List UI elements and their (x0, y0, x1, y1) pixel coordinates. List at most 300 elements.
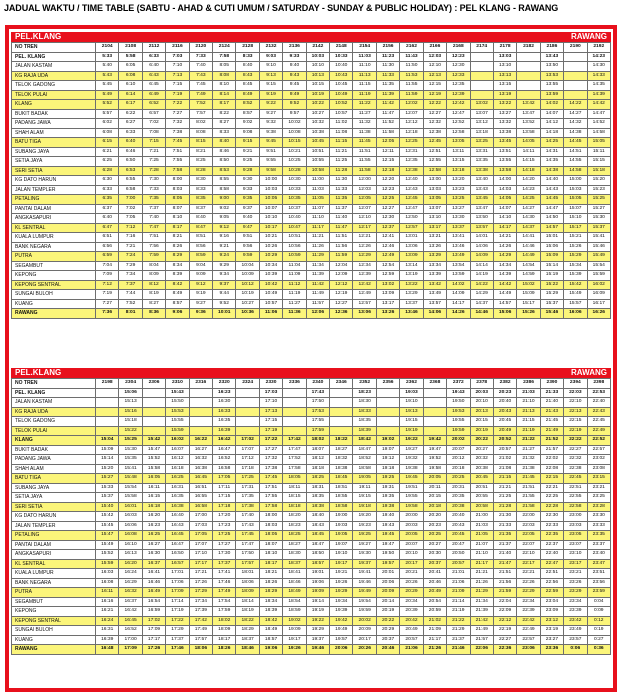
departure-time: 22:10 (517, 550, 540, 560)
train-number: 2192 (587, 43, 610, 53)
departure-time: 7:45 (166, 138, 189, 148)
table-row (12, 550, 611, 560)
departure-time: 15:50 (166, 398, 189, 408)
departure-time (470, 71, 493, 81)
departure-time: 14:26 (493, 242, 516, 252)
departure-time: 7:04 (96, 261, 119, 271)
departure-time: 10:30 (283, 176, 306, 186)
departure-time: 12:23 (447, 52, 470, 62)
departure-time: 6:40 (119, 138, 142, 148)
departure-time: 23:35 (587, 531, 610, 541)
departure-time: 17:12 (236, 455, 259, 465)
departure-time (376, 407, 399, 417)
table-row (12, 138, 611, 148)
departure-time: 9:35 (236, 195, 259, 205)
departure-time: 13:30 (447, 214, 470, 224)
departure-time: 22:35 (540, 531, 563, 541)
departure-time (283, 407, 306, 417)
departure-time (283, 398, 306, 408)
departure-time: 19:05 (353, 474, 376, 484)
departure-time: 9:04 (189, 261, 212, 271)
departure-time: 17:55 (306, 417, 329, 427)
departure-time: 13:05 (447, 138, 470, 148)
departure-time: 9:19 (189, 290, 212, 300)
departure-time: 21:03 (470, 521, 493, 531)
departure-time: 22:56 (540, 578, 563, 588)
departure-time: 20:09 (376, 588, 399, 598)
departure-time: 11:47 (376, 109, 399, 119)
train-number: 2368 (423, 379, 446, 389)
departure-time: 8:55 (213, 176, 236, 186)
train-number: 2362 (400, 379, 423, 389)
departure-time: 22:49 (517, 626, 540, 636)
departure-time: 13:02 (376, 280, 399, 290)
departure-time: 14:21 (493, 233, 516, 243)
departure-time: 18:18 (306, 464, 329, 474)
departure-time: 12:15 (423, 81, 446, 91)
departure-time: 20:19 (470, 426, 493, 436)
departure-time: 12:22 (423, 100, 446, 110)
departure-time: 21:21 (470, 569, 493, 579)
departure-time: 17:09 (166, 588, 189, 598)
departure-time: 17:49 (189, 626, 212, 636)
departure-time: 8:57 (236, 109, 259, 119)
departure-time: 11:05 (306, 195, 329, 205)
station-name: PEL. KLANG (12, 52, 96, 62)
departure-time: 21:06 (447, 578, 470, 588)
departure-time: 6:56 (96, 242, 119, 252)
departure-time: 19:59 (353, 607, 376, 617)
departure-time: 19:50 (376, 550, 399, 560)
departure-time: 20:02 (447, 436, 470, 446)
departure-time: 18:09 (236, 588, 259, 598)
departure-time: 11:26 (306, 242, 329, 252)
departure-time: 21:37 (493, 540, 516, 550)
departure-time: 6:52 (142, 100, 165, 110)
departure-time: 8:00 (166, 176, 189, 186)
departure-time: 8:37 (189, 204, 212, 214)
departure-time: 16:38 (189, 464, 212, 474)
departure-time: 14:06 (470, 242, 493, 252)
departure-time: 7:51 (142, 233, 165, 243)
departure-time: 21:17 (423, 635, 446, 645)
departure-time: 21:40 (493, 550, 516, 560)
departure-time: 11:59 (400, 90, 423, 100)
departure-time: 20:21 (400, 569, 423, 579)
table-row (12, 521, 611, 531)
departure-time (517, 71, 540, 81)
departure-time: 8:49 (166, 290, 189, 300)
departure-time: 12:37 (376, 223, 399, 233)
departure-time: 14:43 (540, 185, 563, 195)
departure-time: 6:33 (96, 185, 119, 195)
departure-time: 17:27 (259, 445, 282, 455)
departure-time: 19:59 (447, 426, 470, 436)
departure-time: 10:52 (330, 100, 353, 110)
departure-time: 19:18 (376, 464, 399, 474)
departure-time: 14:09 (470, 252, 493, 262)
departure-time: 6:21 (96, 147, 119, 157)
departure-time: 10:03 (259, 185, 282, 195)
departure-time: 12:38 (400, 166, 423, 176)
departure-time: 22:51 (564, 483, 587, 493)
departure-time: 7:12 (119, 223, 142, 233)
departure-time: 8:36 (142, 309, 165, 319)
departure-time: 5:43 (96, 71, 119, 81)
departure-time: 10:21 (259, 233, 282, 243)
departure-time: 14:46 (470, 309, 493, 319)
departure-time: 13:19 (400, 271, 423, 281)
departure-time: 8:57 (166, 299, 189, 309)
departure-time: 23:09 (540, 607, 563, 617)
departure-time: 18:46 (283, 578, 306, 588)
station-name: KG RAJA UDA (12, 71, 96, 81)
departure-time: 23:37 (587, 540, 610, 550)
departure-time: 18:55 (330, 493, 353, 503)
departure-time (142, 426, 165, 436)
departure-time: 12:10 (353, 214, 376, 224)
departure-time (564, 62, 587, 72)
departure-time: 21:51 (517, 483, 540, 493)
departure-time: 7:34 (119, 271, 142, 281)
departure-time: 23:17 (564, 559, 587, 569)
table-row (12, 128, 611, 138)
departure-time: 12:39 (447, 90, 470, 100)
departure-time: 20:22 (376, 616, 399, 626)
departure-time: 13:23 (447, 185, 470, 195)
departure-time: 14:38 (540, 166, 563, 176)
train-number: 2320 (213, 379, 236, 389)
departure-time: 13:10 (493, 62, 516, 72)
station-name: KL SENTRAL (12, 223, 96, 233)
departure-time: 16:15 (142, 493, 165, 503)
departure-time: 18:25 (283, 531, 306, 541)
departure-time (423, 426, 446, 436)
departure-time: 19:25 (353, 531, 376, 541)
departure-time (189, 407, 212, 417)
departure-time (189, 417, 212, 427)
departure-time: 17:25 (213, 531, 236, 541)
departure-time: 6:14 (119, 90, 142, 100)
departure-time: 21:43 (540, 407, 563, 417)
station-name: ANGKASAPURI (12, 214, 96, 224)
departure-time: 20:19 (376, 607, 399, 617)
departure-time: 16:18 (166, 464, 189, 474)
departure-time: 15:20 (96, 464, 119, 474)
departure-time: 13:26 (376, 309, 399, 319)
departure-time: 21:57 (470, 635, 493, 645)
departure-time: 11:51 (330, 233, 353, 243)
departure-time: 13:55 (540, 81, 563, 91)
departure-time: 8:33 (189, 185, 212, 195)
station-name: ANGKASAPURI (12, 550, 96, 560)
departure-time: 17:18 (236, 464, 259, 474)
departure-time: 20:57 (447, 559, 470, 569)
departure-time: 14:15 (517, 157, 540, 167)
departure-time: 17:26 (189, 578, 212, 588)
departure-time: 16:38 (166, 502, 189, 512)
station-name: BANK NEGARA (12, 242, 96, 252)
departure-time: 6:59 (96, 252, 119, 262)
departure-time: 16:22 (189, 436, 212, 446)
departure-time: 12:35 (400, 157, 423, 167)
departure-time: 9:06 (166, 309, 189, 319)
departure-time: 7:24 (119, 252, 142, 262)
timetable-section-2 (11, 368, 611, 655)
departure-time: 10:49 (259, 290, 282, 300)
departure-time: 15:53 (166, 407, 189, 417)
departure-time: 14:58 (587, 128, 610, 138)
departure-time: 18:31 (306, 483, 329, 493)
departure-time: 9:32 (259, 119, 282, 129)
departure-time: 14:05 (493, 195, 516, 205)
departure-time (189, 426, 212, 436)
departure-time: 20:49 (400, 626, 423, 636)
departure-time: 21:57 (540, 445, 563, 455)
departure-time: 15:47 (142, 445, 165, 455)
departure-time: 20:18 (423, 502, 446, 512)
departure-time: 19:26 (283, 645, 306, 655)
departure-time: 14:39 (587, 90, 610, 100)
departure-time: 18:33 (353, 407, 376, 417)
departure-time: 14:20 (517, 176, 540, 186)
departure-time: 19:58 (400, 502, 423, 512)
station-name: SUNGAI BULOH (12, 626, 96, 636)
departure-time: 18:57 (306, 559, 329, 569)
departure-time: 14:51 (564, 147, 587, 157)
train-number: 2306 (142, 379, 165, 389)
departure-time: 8:51 (189, 233, 212, 243)
departure-time: 13:03 (423, 185, 446, 195)
station-name: JALAN KASTAM (12, 62, 96, 72)
origin-station: PEL.KLANG (15, 32, 62, 41)
departure-time: 7:32 (166, 119, 189, 129)
departure-time: 19:45 (376, 531, 399, 541)
departure-time: 16:24 (119, 569, 142, 579)
departure-time: 19:30 (353, 550, 376, 560)
departure-time: 13:49 (447, 252, 470, 262)
departure-time: 9:03 (259, 52, 282, 62)
departure-time: 9:24 (213, 252, 236, 262)
departure-time: 19:11 (353, 483, 376, 493)
departure-time: 23:08 (587, 464, 610, 474)
departure-time: 17:37 (213, 559, 236, 569)
departure-time: 18:30 (353, 398, 376, 408)
departure-time (236, 417, 259, 427)
departure-time: 12:32 (423, 119, 446, 129)
departure-time: 18:27 (330, 445, 353, 455)
departure-time: 23:47 (587, 559, 610, 569)
station-name: KUANG (12, 635, 96, 645)
departure-time: 8:19 (142, 290, 165, 300)
departure-time: 14:40 (540, 176, 563, 186)
departure-time: 12:09 (330, 271, 353, 281)
departure-time: 21:39 (470, 607, 493, 617)
departure-time: 21:27 (517, 445, 540, 455)
departure-time: 21:58 (517, 502, 540, 512)
departure-time: 19:26 (330, 578, 353, 588)
departure-time: 14:11 (517, 147, 540, 157)
departure-time: 17:10 (259, 398, 282, 408)
departure-time: 23:51 (587, 569, 610, 579)
departure-time: 6:25 (96, 157, 119, 167)
departure-time: 21:08 (493, 464, 516, 474)
departure-time (189, 398, 212, 408)
departure-time: 12:29 (353, 252, 376, 262)
train-number: 2154 (353, 43, 376, 53)
departure-time: 10:25 (283, 157, 306, 167)
departure-time: 10:51 (306, 147, 329, 157)
departure-time: 8:05 (166, 195, 189, 205)
departure-time: 17:26 (142, 645, 165, 655)
departure-time: 19:29 (330, 588, 353, 598)
departure-time: 20:00 (400, 512, 423, 522)
departure-time: 17:49 (213, 588, 236, 598)
departure-time: 7:44 (119, 290, 142, 300)
departure-time: 9:10 (259, 62, 282, 72)
departure-time: 21:09 (447, 588, 470, 598)
departure-time: 18:01 (236, 569, 259, 579)
departure-time: 20:05 (400, 531, 423, 541)
departure-time: 20:25 (423, 531, 446, 541)
departure-time: 10:15 (306, 81, 329, 91)
departure-time: 7:22 (166, 100, 189, 110)
departure-time: 16:30 (142, 550, 165, 560)
departure-time: 16:35 (213, 417, 236, 427)
departure-time: 22:29 (517, 588, 540, 598)
departure-time: 17:10 (189, 550, 212, 560)
departure-time: 19:40 (376, 512, 399, 522)
departure-time: 6:40 (96, 214, 119, 224)
departure-time: 22:51 (540, 569, 563, 579)
departure-time: 16:21 (96, 607, 119, 617)
departure-time: 23:03 (564, 521, 587, 531)
departure-time: 20:45 (493, 417, 516, 427)
train-number: 2108 (119, 43, 142, 53)
table-row (12, 195, 611, 205)
departure-time: 6:08 (96, 128, 119, 138)
departure-time: 15:23 (587, 185, 610, 195)
departure-time: 14:05 (517, 138, 540, 148)
departure-time: 0:09 (587, 607, 610, 617)
departure-time: 18:06 (189, 645, 212, 655)
departure-time: 7:29 (119, 261, 142, 271)
departure-time: 16:06 (564, 309, 587, 319)
table-row (12, 233, 611, 243)
departure-time: 8:29 (166, 252, 189, 262)
table-row (12, 388, 611, 398)
departure-time: 7:38 (166, 128, 189, 138)
departure-time: 14:17 (447, 299, 470, 309)
departure-time: 7:37 (119, 280, 142, 290)
departure-time: 20:17 (353, 635, 376, 645)
departure-time: 13:34 (423, 261, 446, 271)
departure-time: 16:05 (142, 474, 165, 484)
departure-time: 9:21 (236, 147, 259, 157)
train-number: 2168 (447, 43, 470, 53)
page-title: JADUAL WAKTU / TIME TABLE (SABTU - AHAD & CUTI UMUM / SATURDAY - SUNDAY & PUBLIC HOLIDAY) : PEL KLANG - RAWANG (4, 3, 559, 13)
departure-time: 16:02 (587, 280, 610, 290)
train-number: 2198 (96, 379, 119, 389)
departure-time (423, 407, 446, 417)
departure-time: 20:15 (470, 417, 493, 427)
departure-time: 20:32 (470, 455, 493, 465)
departure-time: 9:52 (213, 299, 236, 309)
departure-time: 21:32 (517, 455, 540, 465)
departure-time: 9:43 (283, 71, 306, 81)
departure-time: 12:13 (423, 71, 446, 81)
departure-time (564, 90, 587, 100)
departure-time: 10:33 (330, 52, 353, 62)
departure-time: 13:17 (376, 299, 399, 309)
departure-time: 18:40 (306, 512, 329, 522)
departure-time: 14:45 (540, 195, 563, 205)
departure-time: 21:45 (540, 417, 563, 427)
departure-time: 22:40 (540, 550, 563, 560)
departure-time: 12:42 (447, 100, 470, 110)
departure-time: 10:51 (283, 233, 306, 243)
departure-time: 20:54 (423, 597, 446, 607)
departure-time: 18:45 (330, 474, 353, 484)
departure-time: 8:04 (142, 261, 165, 271)
departure-time: 9:02 (213, 204, 236, 214)
departure-time: 12:27 (330, 299, 353, 309)
departure-time: 15:22 (540, 280, 563, 290)
departure-time: 9:37 (213, 280, 236, 290)
departure-time: 15:58 (119, 493, 142, 503)
departure-time: 22:19 (564, 426, 587, 436)
departure-time: 15:07 (564, 204, 587, 214)
departure-time: 20:39 (400, 607, 423, 617)
departure-time: 21:52 (540, 436, 563, 446)
departure-time: 21:09 (423, 626, 446, 636)
departure-time: 9:33 (236, 185, 259, 195)
departure-time: 11:29 (306, 252, 329, 262)
departure-time: 19:43 (376, 521, 399, 531)
departure-time: 10:07 (259, 204, 282, 214)
departure-time: 18:17 (213, 635, 236, 645)
table-row (12, 109, 611, 119)
departure-time: 11:42 (376, 100, 399, 110)
departure-time: 20:55 (470, 493, 493, 503)
departure-time: 12:50 (400, 214, 423, 224)
departure-time: 17:38 (236, 502, 259, 512)
train-number: 2394 (564, 379, 587, 389)
departure-time: 14:12 (540, 119, 563, 129)
departure-time: 12:19 (423, 90, 446, 100)
departure-time: 7:40 (142, 214, 165, 224)
departure-time: 22:37 (540, 540, 563, 550)
departure-time: 11:19 (283, 290, 306, 300)
train-number: 2386 (517, 379, 540, 389)
departure-time: 17:50 (306, 398, 329, 408)
departure-time: 8:27 (142, 299, 165, 309)
departure-time (96, 388, 119, 398)
departure-time: 16:11 (142, 483, 165, 493)
departure-time: 8:17 (166, 223, 189, 233)
train-number: 2128 (236, 43, 259, 53)
departure-time: 17:03 (189, 521, 212, 531)
departure-time: 12:18 (400, 128, 423, 138)
departure-time: 8:39 (166, 271, 189, 281)
departure-time: 16:43 (166, 521, 189, 531)
timetable-frame (5, 25, 617, 692)
departure-time: 17:40 (236, 512, 259, 522)
departure-time: 19:21 (330, 569, 353, 579)
departure-time: 16:42 (213, 436, 236, 446)
departure-time: 10:32 (306, 119, 329, 129)
departure-time: 20:06 (330, 645, 353, 655)
